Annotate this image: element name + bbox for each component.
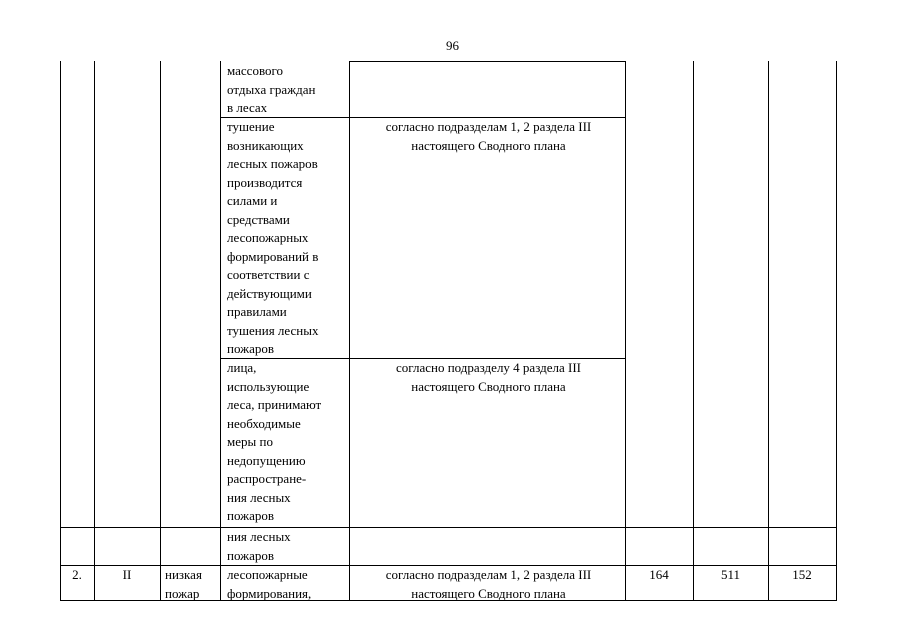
column-divider — [693, 61, 694, 601]
table-cell-source: согласно подразделу 4 раздела III настоящего Сводного плана — [396, 360, 581, 394]
table-border-left — [60, 61, 61, 601]
column-divider — [768, 61, 769, 601]
table-cell-measure: массового отдыха граждан в лесах — [227, 63, 316, 115]
table-cell-value: 152 — [792, 567, 812, 582]
column-divider — [220, 61, 221, 601]
table-cell-measure: лесопожарные формирования, — [227, 567, 312, 601]
table-border-right — [836, 61, 837, 601]
table-cell-index: 2. — [72, 567, 82, 582]
table-cell-value: 511 — [720, 567, 741, 582]
table-cell-danger: низкая пожар — [165, 567, 202, 601]
row-divider — [60, 527, 837, 528]
table-cell-measure: тушение возникающих лесных пожаров производится силами и средствами лесопожарных формирований в соответствии с действующими правилами тушения лесных пожаров — [227, 119, 319, 356]
column-divider — [625, 61, 626, 601]
row-divider — [349, 61, 626, 62]
column-divider — [160, 61, 161, 601]
page-number: 96 — [446, 38, 459, 53]
column-divider — [94, 61, 95, 601]
table-cell-measure: ния лесных пожаров — [227, 529, 291, 563]
table-cell-source: согласно подразделам 1, 2 раздела III настоящего Сводного плана — [385, 567, 592, 601]
table-cell-measure: лица, использующие леса, принимают необходимые меры по недопущению распростране- ния лесных пожаров — [227, 360, 322, 523]
table-cell-value: 164 — [649, 567, 669, 582]
table-cell-class: II — [122, 567, 132, 582]
table-cell-source: согласно подразделам 1, 2 раздела III настоящего Сводного плана — [385, 119, 592, 153]
